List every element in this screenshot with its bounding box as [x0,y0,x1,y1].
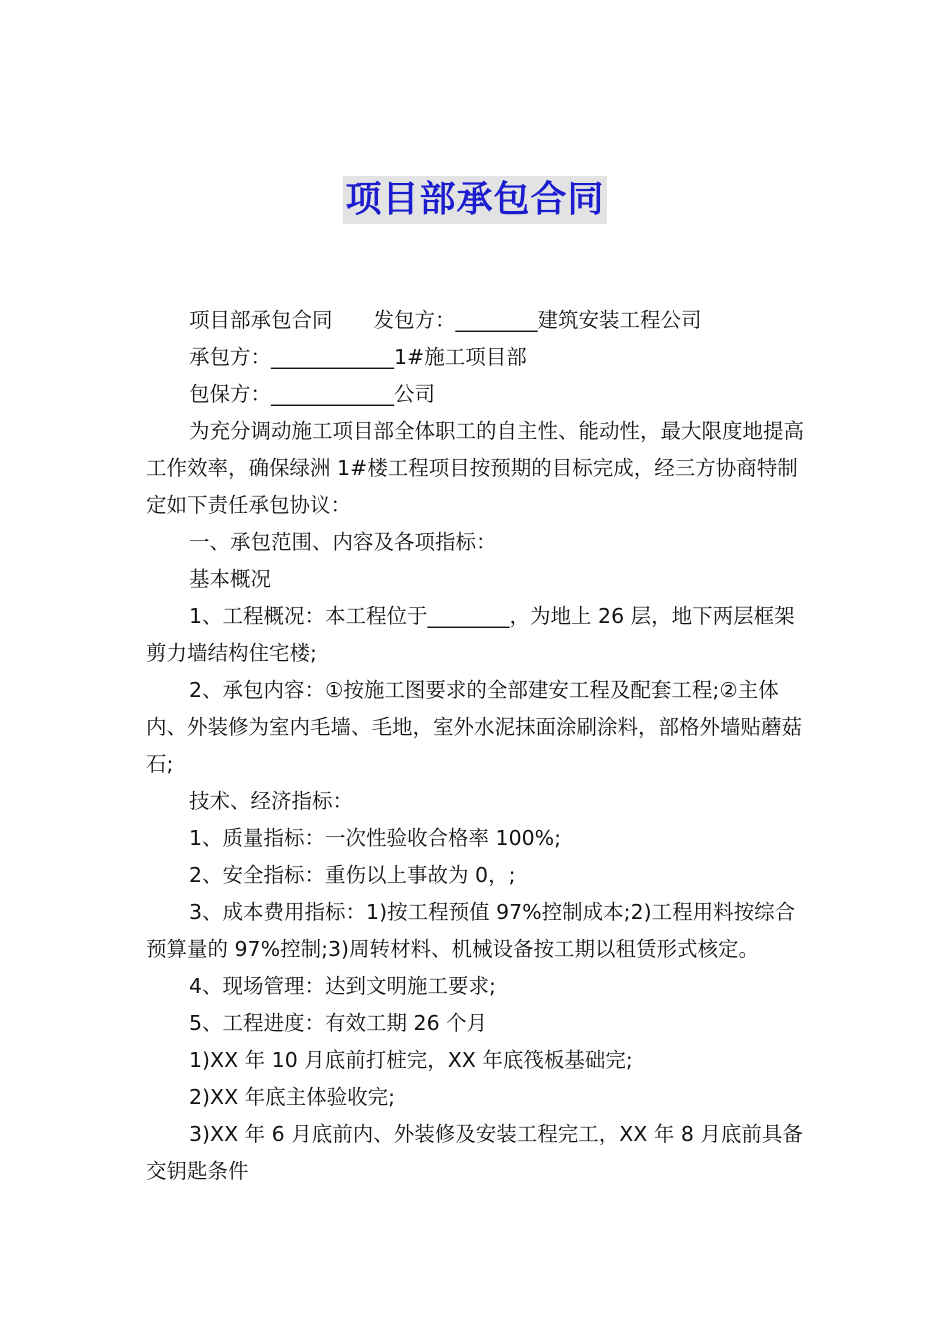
paragraph-quality-indicator: 1、质量指标：一次性验收合格率 100%; [189,826,562,850]
paragraph-purpose: 为充分调动施工项目部全体职工的自主性、能动性，最大限度地提高工作效率，确保绿洲 1#楼工程项目按预期的目标完成，经三方协商特制定如下责任承包协议： [146,419,804,517]
paragraph-parties-contractee: 承包方：____________1#施工项目部 [189,345,527,369]
paragraph-parties-contractor: 项目部承包合同 发包方：________建筑安装工程公司 [189,308,702,332]
paragraph-cost-indicator: 3、成本费用指标：1)按工程预值 97%控制成本;2)工程用料按综合预算量的 97%控制;3)周转材料、机械设备按工期以租赁形式核定。 [146,900,796,961]
title-wrap [0,176,950,224]
paragraph-project-overview: 1、工程概况：本工程位于________，为地上 26 层，地下两层框架剪力墙结构住宅楼; [146,604,795,665]
paragraph-schedule-item-1: 1)XX 年 10 月底前打桩完，XX 年底筏板基础完; [189,1048,633,1072]
subheading-indicators: 技术、经济指标： [189,789,353,813]
paragraph-contract-content: 2、承包内容：①按施工图要求的全部建安工程及配套工程;②主体内、外装修为室内毛墙、毛地，室外水泥抹面涂刷涂料，部格外墙贴蘑菇石; [146,678,802,776]
document-body [146,302,808,1190]
section-heading-scope: 一、承包范围、内容及各项指标： [189,530,497,554]
subheading-overview: 基本概况 [189,567,271,591]
paragraph-safety-indicator: 2、安全指标：重伤以上事故为 0，; [189,863,516,887]
document-title: 项目部承包合同 [343,176,606,224]
paragraph-schedule: 5、工程进度：有效工期 26 个月 [189,1011,488,1035]
paragraph-site-management: 4、现场管理：达到文明施工要求; [189,974,496,998]
paragraph-schedule-item-3: 3)XX 年 6 月底前内、外装修及安装工程完工，XX 年 8 月底前具备交钥匙条件 [146,1122,803,1183]
paragraph-parties-guarantor: 包保方：____________公司 [189,382,435,406]
paragraph-schedule-item-2: 2)XX 年底主体验收完; [189,1085,396,1109]
